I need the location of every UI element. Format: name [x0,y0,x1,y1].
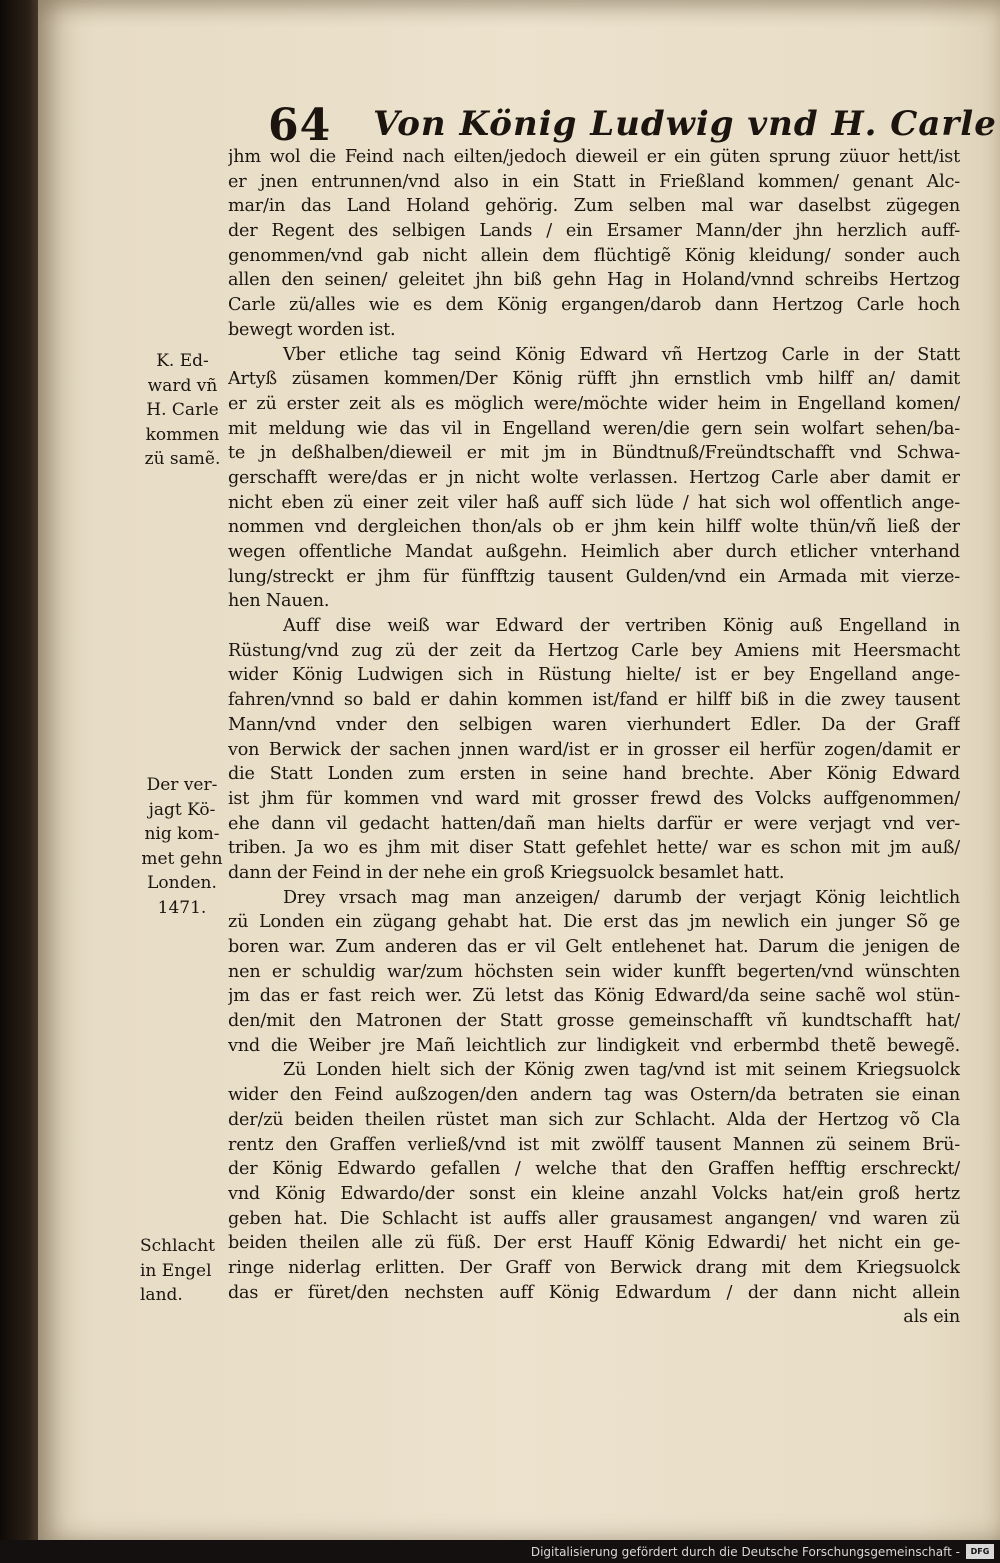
margin-note-line: Schlacht [140,1236,215,1256]
paragraph-1 [228,145,960,343]
text-line: Artyß züsamen kommen/Der König rüfft jhn ernstlich vmb hilff an/ damit [228,369,960,390]
text-line: den/mit den Matronen der Statt grosse gemeinschafft vñ kundtschafft hat/ [228,1011,960,1032]
text-line: von Berwick der sachen jnnen ward/ist er in grosser eil herfür zogen/damit er [228,739,960,760]
body-text [228,145,960,1330]
text-line: rentz den Graffen verließ/vnd ist mit zwölff tausent Mannen zü seinem Brü- [228,1134,960,1155]
text-line: geben hat. Die Schlacht ist auffs aller grausamest angangen/ vnd waren zü [228,1208,960,1229]
margin-note-line: zü samẽ. [144,449,221,469]
text-line: jm das er fast reich wer. Zü letst das König Edward/da seine sachẽ wol stün- [228,986,960,1007]
text-line: er zü erster zeit als es möglich were/möchte wider heim in Engelland komen/ [228,393,960,414]
margin-note-line: land. [140,1285,183,1305]
text-line: ist jhm für kommen vnd ward mit grosser frewd des Volcks auffgenommen/ [228,788,960,809]
paragraph-2 [228,343,960,615]
running-head: Von König Ludwig vnd H. Carle [373,104,997,144]
text-line: zü Londen ein zügang gehabt hat. Die erst das jm newlich ein junger Sõ ge [228,912,960,933]
text-line: vnd König Edwardo/der sonst ein kleine anzahl Volcks hat/ein groß hertz [228,1183,960,1204]
text-line: nommen vnd dergleichen thon/als ob er jhm kein hilff wolte thün/vñ ließ der [228,517,960,538]
text-line: nen er schuldig war/zum höchsten sein wider kunfft begerten/vnd wünschten [228,961,960,982]
page-number: 64 [268,100,332,151]
book-gutter [0,0,40,1563]
text-line: wegen offentliche Mandat außgehn. Heimlich aber durch etlicher vnterhand [228,542,960,562]
text-line: beiden theilen alle zü füß. Der erst Hauff König Edwardi/ het nicht ein ge- [228,1233,960,1254]
margin-note-line: Der ver- [146,775,218,795]
margin-note-line: kommen [145,424,220,445]
paragraph-4 [228,886,960,1059]
text-line: vnd die Weiber jre Mañ leichtlich zur lindigkeit vnd erbermbd thetẽ bewegẽ. [228,1035,960,1056]
margin-note-line: ward vñ [147,375,218,396]
text-line: wider König Ludwigen sich in Rüstung hielte/ ist er bey Engelland ange- [228,665,960,686]
text-line: Auff dise weiß war Edward der vertriben König auß Engelland in [283,616,960,637]
page-header [228,100,997,151]
text-line: jhm wol die Feind nach eilten/jedoch dieweil er ein güten sprung züuor hett/ist [228,147,960,167]
text-line: bewegt worden ist. [228,319,396,340]
text-line: die Statt Londen zum ersten in seine hand brechte. Aber König Edward [228,764,960,785]
text-line: das er füret/den nechsten auff König Edwardum / der dann nicht allein [228,1282,960,1303]
text-line: gerschafft were/das er jn nicht wolte verlassen. Hertzog Carle aber damit er [228,467,960,488]
text-line: Zü Londen hielt sich der König zwen tag/vnd ist mit seinem Kriegsuolck [283,1060,960,1081]
digitization-note: Digitalisierung gefördert durch die Deutsche Forschungsgemeinschaft - [530,1545,960,1559]
text-line: Carle zü/alles wie es dem König ergangen/darob dann Hertzog Carle hoch [228,295,960,316]
text-line: genommen/vnd gab nicht allein dem flüchtigẽ König kleidung/ sonder auch [228,245,960,266]
text-line: wider den Feind außzogen/den andern tag was Ostern/da betraten sie einan [228,1085,960,1106]
margin-note-line: met gehn [141,848,223,869]
text-line: hen Nauen. [228,591,330,612]
text-line: te jn deßhalben/dieweil er mit jm in Bündtnuß/Freündtschafft vnd Schwa- [228,443,960,464]
text-line: fahren/vnnd so bald er dahin kommen ist/fand er hilff biß in die zwey tausent [228,690,960,711]
text-line: der Regent des selbigen Lands / ein Ersamer Mann/der jhn herzlich auff- [228,221,960,242]
text-line: Vber etliche tag seind König Edward vñ Hertzog Carle in der Statt [283,344,960,365]
text-line: ehe dann vil gedacht hatten/dañ man hielts darfür er were verjagt vnd ver- [228,813,960,834]
text-line: Rüstung/vnd zug zü der zeit da Hertzog Carle bey Amiens mit Heersmacht [228,640,960,661]
margin-note-year: 1471. [157,897,207,918]
dfg-logo: DFG [966,1544,994,1559]
paragraph-3 [228,614,960,886]
text-line: mit meldung wie das vil in Engelland weren/die gern sein wolfart sehen/ba- [228,418,960,439]
paragraph-5 [228,1058,960,1305]
margin-note-line: jagt Kö- [148,799,216,820]
margin-note-line: K. Ed- [156,351,209,371]
text-line: der/zü beiden theilen rüstet man sich zur Schlacht. Alda der Hertzog võ Cla [228,1109,960,1130]
margin-note-london [138,773,226,920]
margin-note-meeting [140,349,225,472]
text-line: der König Edwardo gefallen / welche that den Graffen hefftig erschreckt/ [228,1159,960,1180]
text-line: lung/streckt er jhm für fünfftzig tausent Gulden/vnd ein Armada mit vierze- [228,566,960,587]
text-line: Drey vrsach mag man anzeigen/ darumb der verjagt König leichtlich [283,887,960,908]
margin-note-line: nig kom- [144,824,220,844]
text-line: triben. Ja wo es jhm mit diser Statt gefehlet hette/ war es schon mit jm auß/ [228,838,960,859]
margin-note-line: Londen. [147,873,217,893]
text-line: nicht eben zü einer zeit viler haß auff sich lüde / hat sich wol offentlich ange- [228,492,960,513]
margin-note-line: H. Carle [146,400,219,420]
catchword: als ein [903,1307,960,1328]
margin-note-line: in Engel [140,1260,212,1281]
text-line: dann der Feind in der nehe ein groß Kriegsuolck besamlet hatt. [228,862,785,883]
text-line: ringe niderlag erlitten. Der Graff von Berwick drang mit dem Kriegsuolck [228,1257,960,1278]
text-line: allen den seinen/ geleitet jhn biß gehn Hag in Holand/vnnd schreibs Hertzog [228,270,960,291]
text-line: Mann/vnd vnder den selbigen waren vierhundert Edler. Da der Graff [228,714,960,735]
margin-note-battle [140,1234,215,1308]
text-line: mar/in das Land Holand gehörig. Zum selben mal war daselbst zügegen [228,196,960,217]
text-line: er jnen entrunnen/vnd also in ein Statt in Frießland kommen/ genant Alc- [228,171,960,192]
text-line: boren war. Zum anderen das er vil Gelt entlehenet hat. Darum die jenigen de [228,937,960,957]
